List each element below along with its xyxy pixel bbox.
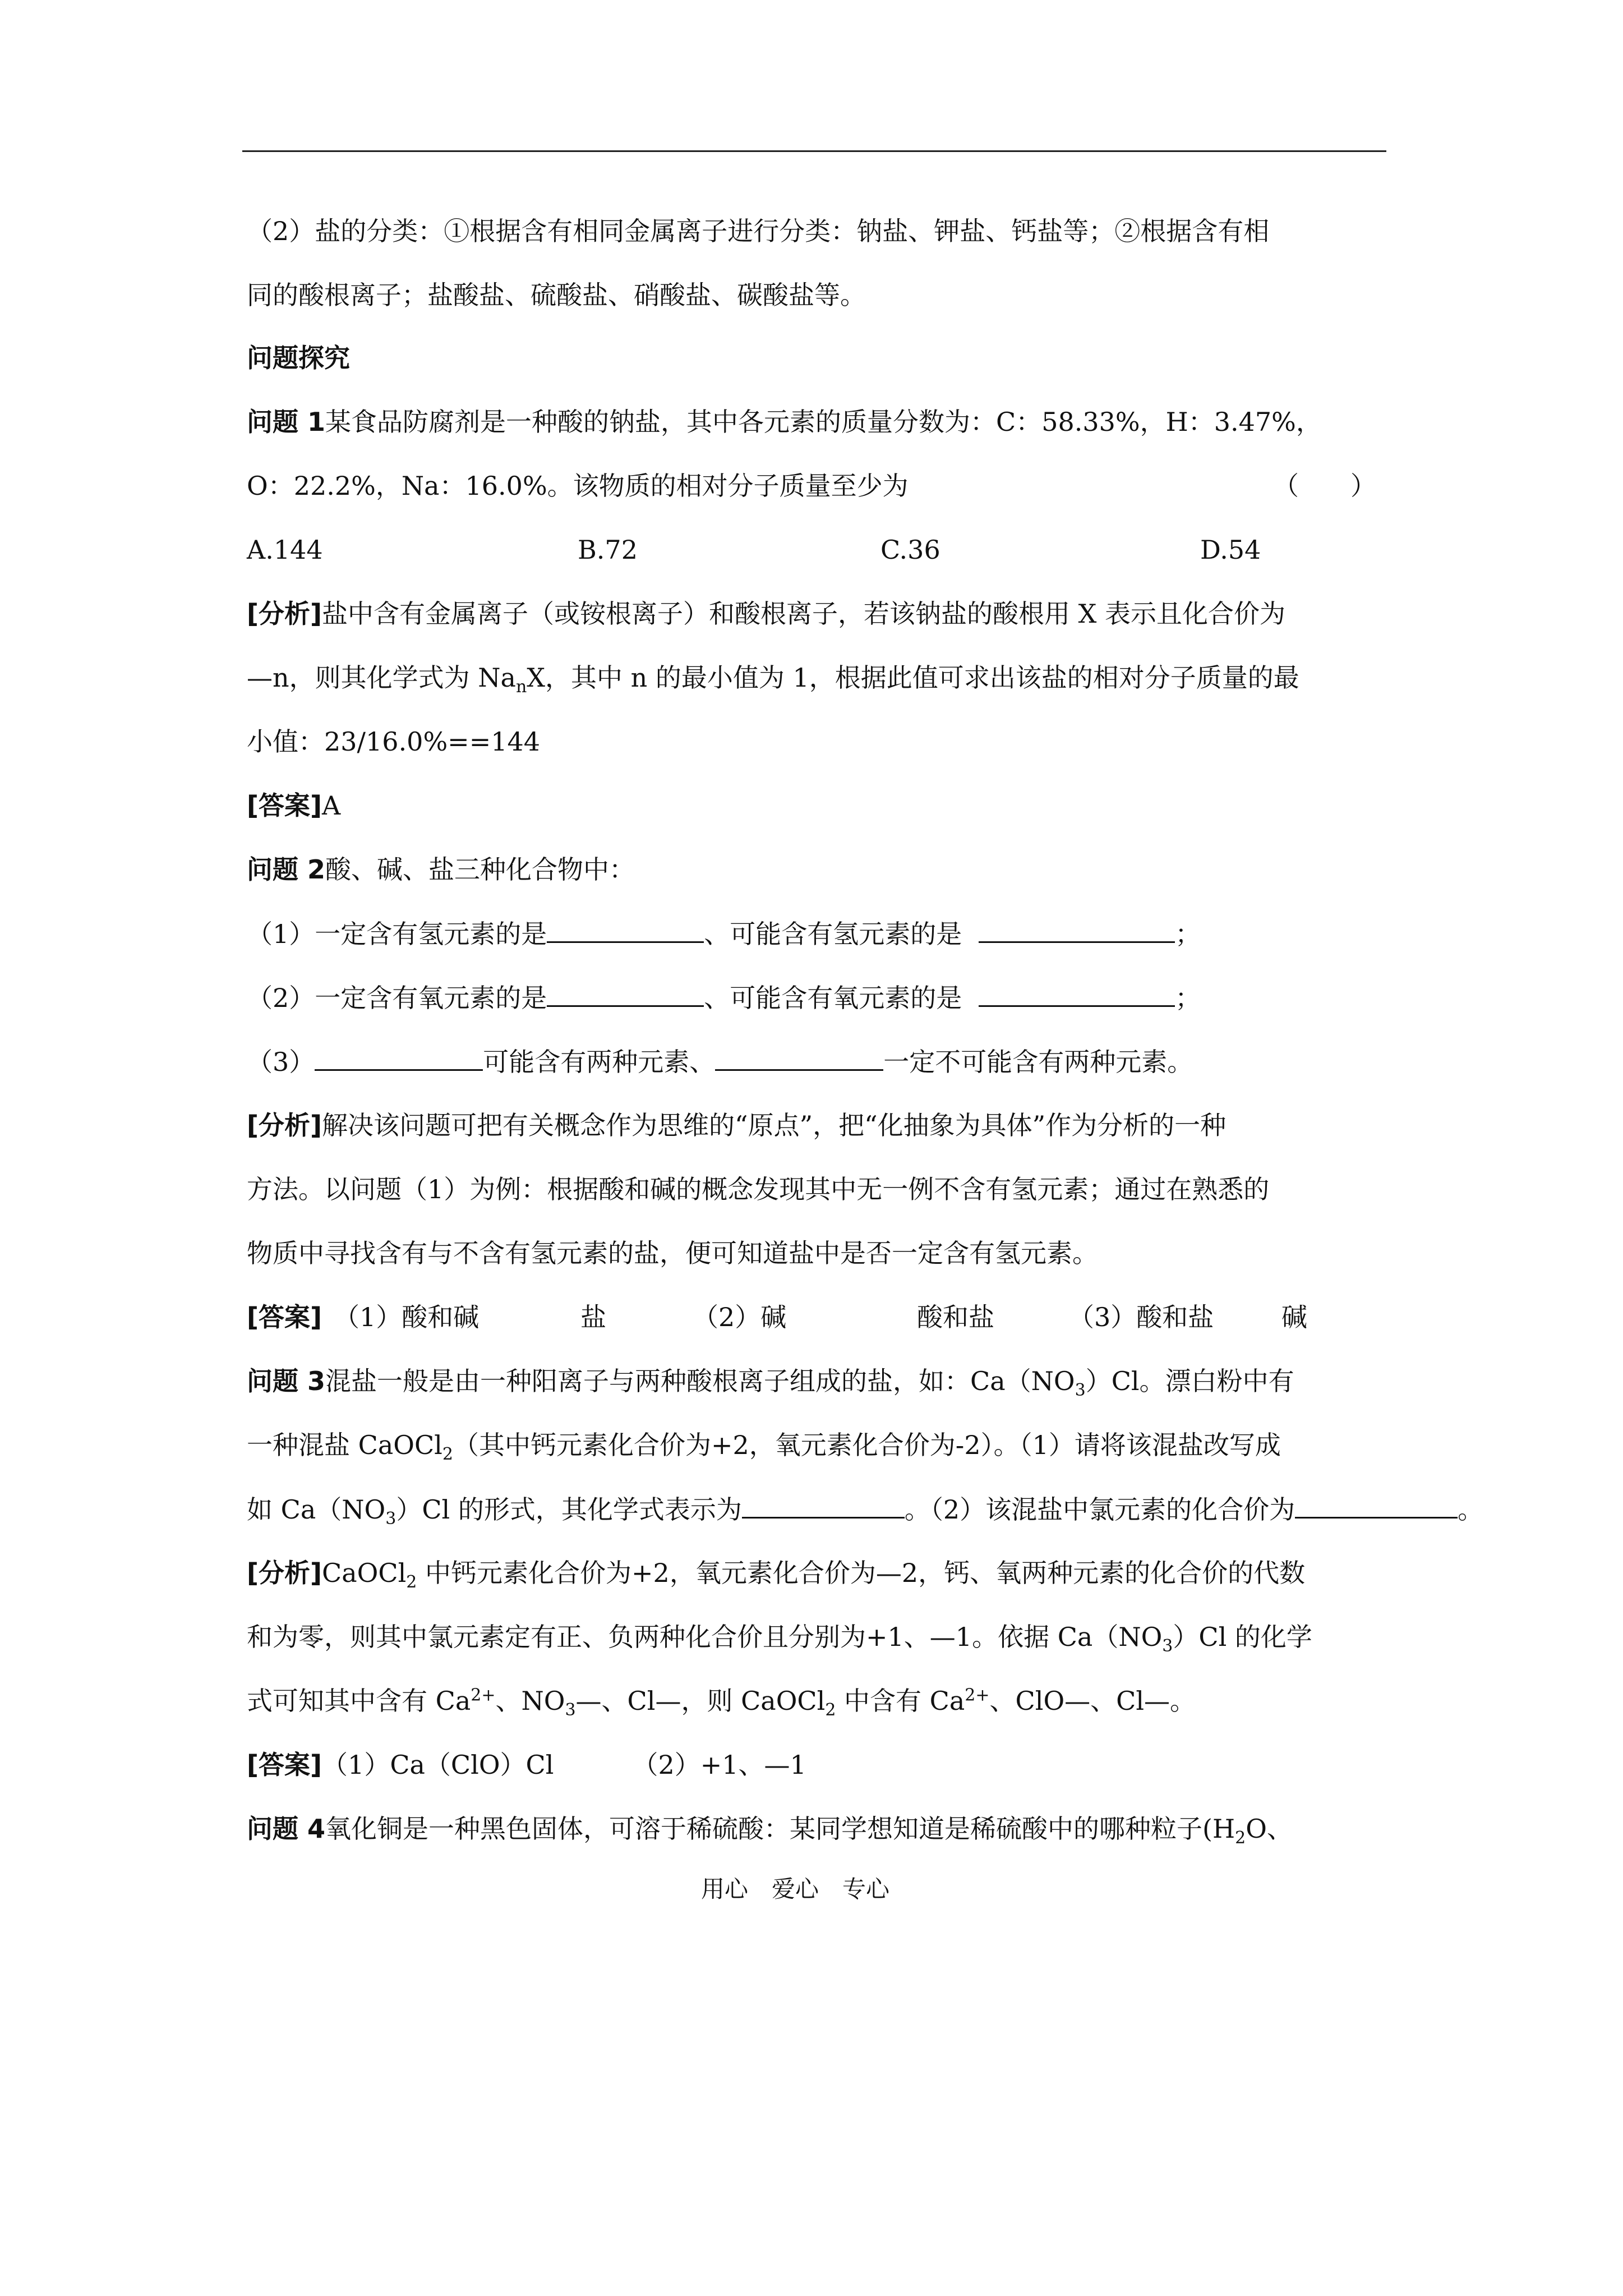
answer-label: [答案] [247,790,322,821]
q3-label: 问题 3 [247,1366,326,1396]
q3-line-2: 一种混盐 CaOCl$_2$（其中钙元素化合价为+2，氧元素化合价为-2）。（1）请将该混盐改写成 [247,1430,1281,1465]
q4-label: 问题 4 [247,1814,326,1844]
q1-label: 问题 1 [247,407,326,437]
q2-answer-5: （3）酸和盐 [1068,1302,1214,1332]
page-footer: 用心 爱心 专心 [701,1875,890,1903]
q4-line-1: 问题 4氧化铜是一种黑色固体，可溶于稀硫酸：某同学想知道是稀硫酸中的哪种粒子($H_2O$、 [247,1814,1293,1848]
q1-analysis-1: [分析]盐中含有金属离子（或铵根离子）和酸根离子，若该钠盐的酸根用 X 表示且化合价为 [247,599,1286,629]
answer-blank[interactable] [979,917,1175,943]
answer-blank[interactable] [315,1045,483,1071]
section-title: 问题探究 [247,343,350,373]
answer-blank[interactable] [547,981,704,1007]
q2-answer-1: （1）酸和碱 [334,1302,479,1332]
q2-analysis-3: 物质中寻找含有与不含有氢元素的盐，便可知道盐中是否一定含有氢元素。 [247,1238,1098,1268]
analysis-label: [分析] [247,1558,322,1588]
q2-answer-label: [答案] [247,1302,322,1332]
q3-analysis-2: 和为零，则其中氯元素定有正、负两种化合价且分别为+1、—1。依据 $Ca(NO_3)Cl$ 的化学 [247,1622,1312,1657]
q1-option-d: D.54 [1200,535,1261,565]
q3-line-3: 如 $Ca(NO_3)Cl$ 的形式，其化学式表示为 。（2）该混盐中氯元素的化合价为 。 [247,1492,1483,1526]
intro-line-2: 同的酸根离子；盐酸盐、硫酸盐、硝酸盐、碳酸盐等。 [247,280,866,310]
q2-line-1: 问题 2酸、碱、盐三种化合物中： [247,854,635,885]
q1-answer-paren: （ ） [1273,471,1376,501]
q3-analysis-3: 式可知其中含有 $Ca^{2+}$、$NO_3—$、Cl—，则 CaOCl$_2$ 中含有 $Ca^{2+}$、ClO—、Cl—。 [247,1685,1196,1720]
q2-analysis-1: [分析]解决该问题可把有关概念作为思维的“原点”，把“化抽象为具体”作为分析的一种 [247,1110,1227,1140]
q2-answer-2: 盐 [580,1302,606,1332]
answer-blank[interactable] [715,1045,883,1071]
q1-option-a: A.144 [247,535,323,565]
q2-answer-3: （2）碱 [693,1302,787,1332]
answer-blank[interactable] [547,917,704,943]
analysis-label: [分析] [247,599,322,629]
intro-line-1: （2）盐的分类：①根据含有相同金属离子进行分类：钠盐、钾盐、钙盐等；②根据含有相 [247,216,1270,246]
analysis-label: [分析] [247,1110,322,1140]
q2-analysis-2: 方法。以问题（1）为例：根据酸和碱的概念发现其中无一例不含有氢元素；通过在熟悉的 [247,1174,1270,1204]
q1-analysis-2: —n，则其化学式为 $Na_nX$，其中 n 的最小值为 1，根据此值可求出该盐的相对分子质量的最 [247,662,1299,697]
q1-option-b: B.72 [578,535,638,565]
q3-answer: [答案]（1）Ca（ClO）Cl （2）+1、—1 [247,1750,806,1780]
q2-sub-1: （1）一定含有氢元素的是 、可能含有氢元素的是 ； [247,917,1201,951]
header-rule [242,150,1386,152]
answer-label: [答案] [247,1750,322,1780]
answer-blank[interactable] [742,1492,905,1519]
q1-answer: [答案]A [247,790,341,821]
q2-answer-6: 碱 [1281,1302,1307,1332]
q1-analysis-3: 小值：23/16.0%==144 [247,726,541,757]
q3-line-1: 问题 3混盐一般是由一种阳离子与两种酸根离子组成的盐，如：$Ca(NO_3)Cl$。漂白粉中有 [247,1366,1294,1401]
q2-answer-4: 酸和盐 [917,1302,994,1332]
q2-sub-2: （2）一定含有氧元素的是 、可能含有氧元素的是 ； [247,981,1201,1015]
q2-label: 问题 2 [247,854,326,885]
answer-blank[interactable] [979,981,1175,1007]
q1-option-c: C.36 [880,535,940,565]
q1-line-1: 问题 1某食品防腐剂是一种酸的钠盐，其中各元素的质量分数为：C：58.33%，H：3.47%， [247,407,1322,437]
q2-sub-3: （3） 可能含有两种元素、 一定不可能含有两种元素。 [247,1045,1193,1079]
q1-line-2: O：22.2%，Na：16.0%。该物质的相对分子质量至少为 [247,471,909,501]
q3-analysis-1: [分析]CaOCl$_2$ 中钙元素化合价为+2，氧元素化合价为—2，钙、氧两种元素的化合价的代数 [247,1558,1306,1593]
answer-blank[interactable] [1295,1492,1458,1519]
